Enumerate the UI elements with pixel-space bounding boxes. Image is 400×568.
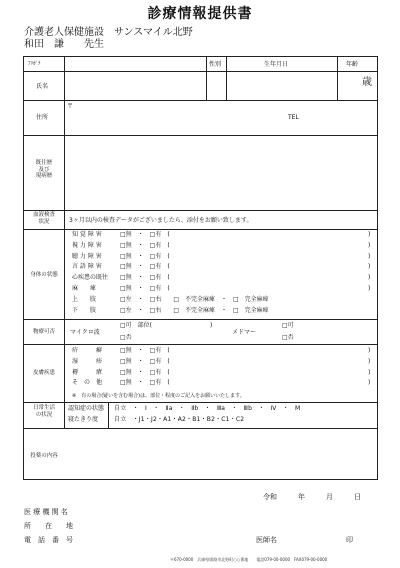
microwave-option-yes[interactable]: □可 部位(	[120, 322, 153, 329]
age-label: 年齢	[346, 61, 359, 68]
row-divider	[24, 71, 377, 72]
physical-therapy-label: 物療可否	[32, 329, 55, 335]
body-condition-item: 心疾患の既往	[72, 274, 109, 282]
row-divider	[24, 229, 377, 230]
checkbox-options[interactable]: □無 ・ □有 (	[120, 347, 170, 354]
col-divider	[337, 57, 338, 100]
blood-test-label: 血液検査 状況	[32, 212, 55, 225]
paren-close: )	[368, 379, 371, 387]
body-condition-item: 知 覚 障 害	[72, 231, 102, 238]
skin-note: ※ 有の場合(疑いを含む場合)は、部位・程度のご記入をお願いいたします。	[72, 393, 245, 399]
microwave-site-close: )	[210, 322, 213, 329]
name-label: 氏名	[36, 83, 49, 90]
row-divider	[24, 210, 377, 211]
age-unit: 歳	[362, 77, 372, 88]
microwave-option-no[interactable]: □否	[120, 334, 132, 341]
paren-close: )	[368, 241, 371, 249]
checkbox-options[interactable]: □左 ・ □右 □ 不完全麻痺 ・ □ 完全麻痺	[120, 306, 269, 314]
body-condition-item: 麻 痺	[72, 285, 97, 292]
body-condition-item: 下 肢	[72, 306, 97, 314]
body-condition-item: 言 語 障 害	[72, 263, 102, 271]
checkbox-options[interactable]: □無 ・ □有 (	[120, 285, 170, 292]
row-divider	[24, 402, 377, 403]
row-divider	[24, 100, 377, 101]
paren-close: )	[368, 368, 371, 376]
bedridden-options[interactable]: 自立 ・J1・J2・A1・A2・B1・B2・C1・C2	[114, 416, 245, 423]
checkbox-options[interactable]: □無 ・ □有 (	[120, 274, 170, 282]
checkbox-options[interactable]: □無 ・ □有 (	[120, 263, 170, 271]
col-divider	[206, 57, 207, 100]
clinic-address-label: 所 在 地	[24, 522, 73, 530]
clinic-name-label: 医 療 機 関 名	[24, 508, 68, 516]
doctor-name-label: 医師名	[256, 536, 277, 544]
checkbox-options[interactable]: □無 ・ □有 (	[120, 379, 170, 387]
skin-disease-item: 疥 癬	[72, 347, 103, 354]
skin-disease-item: 褥 瘡	[72, 368, 103, 376]
checkbox-options[interactable]: □無 ・ □有 (	[120, 252, 170, 260]
address-label: 住所	[36, 114, 49, 121]
seal-mark: 印	[346, 536, 353, 544]
birthdate-label: 生年月日	[264, 61, 289, 68]
postal-mark: 〒	[67, 103, 74, 110]
clinic-phone-label: 電 話 番 号	[24, 536, 73, 544]
checkbox-options[interactable]: □無 ・ □有 (	[120, 368, 170, 376]
col-divider	[226, 57, 227, 100]
checkbox-options[interactable]: □無 ・ □有 (	[120, 357, 170, 365]
recipient-name: 和田 謙 先生	[24, 39, 104, 50]
medomer-label: メドマー	[232, 329, 257, 336]
col-divider	[108, 402, 109, 428]
paren-close: )	[368, 263, 371, 271]
paren-close: )	[368, 231, 371, 238]
sender-footer-info: 〒670-0000 兵庫県姫路市北野町○○番地 電話079-00-0000 FAX079-00-0000	[170, 557, 328, 562]
furigana-label: ﾌﾘｶﾞﾅ	[28, 61, 41, 67]
paren-close: )	[368, 285, 371, 292]
dementia-label: 認知症の状態	[68, 405, 105, 412]
skin-disease-item: 湿 疹	[72, 357, 103, 365]
skin-disease-item: そ の 他	[72, 379, 103, 387]
blood-test-note: 3ヶ月以内の検査データがございましたら、添付をお願い致します。	[69, 217, 253, 224]
daily-life-label: 日常生活 の状況	[32, 405, 55, 418]
history-label: 既往歴 及び 現病歴	[35, 160, 53, 179]
checkbox-options[interactable]: □無 ・ □有 (	[120, 241, 170, 249]
bedridden-label: 寝たきり度	[68, 416, 99, 423]
paren-close: )	[368, 274, 371, 282]
row-divider	[24, 319, 377, 320]
microwave-label: マイクロ波	[70, 329, 100, 336]
medication-label: 投薬の内容	[30, 453, 58, 459]
skin-disease-label: 皮膚疾患	[32, 370, 55, 376]
medomer-option-yes[interactable]: □可	[282, 322, 294, 329]
dementia-options[interactable]: 自立 ・ Ⅰ ・ Ⅱa ・ Ⅱb ・ Ⅲa ・ Ⅲb ・ Ⅳ ・ M	[114, 405, 301, 412]
recipient-organization: 介護老人保健施設 サンスマイル北野	[24, 27, 193, 38]
referral-form	[23, 56, 378, 480]
paren-close: )	[368, 357, 371, 365]
tel-label: TEL	[288, 114, 299, 121]
medomer-option-no[interactable]: □否	[282, 334, 294, 341]
paren-close: )	[368, 347, 371, 354]
date-line: 令和 年 月 日	[263, 493, 361, 501]
body-condition-item: 上 肢	[72, 295, 97, 303]
checkbox-options[interactable]: □無 ・ □有 (	[120, 231, 170, 238]
body-condition-item: 聴 力 障 害	[72, 252, 102, 260]
label-column-divider	[64, 57, 65, 428]
row-divider	[24, 428, 377, 429]
page-title: 診療情報提供書	[147, 6, 253, 22]
checkbox-options[interactable]: □左 ・ □右 □ 不完全麻痺 ・ □ 完全麻痺	[120, 295, 269, 303]
row-divider	[24, 344, 377, 345]
body-condition-label: 身体の状態	[30, 272, 58, 278]
paren-close: )	[368, 252, 371, 260]
row-divider	[24, 135, 377, 136]
sex-label: 性別	[209, 61, 222, 68]
body-condition-item: 視 力 障 害	[72, 241, 102, 249]
